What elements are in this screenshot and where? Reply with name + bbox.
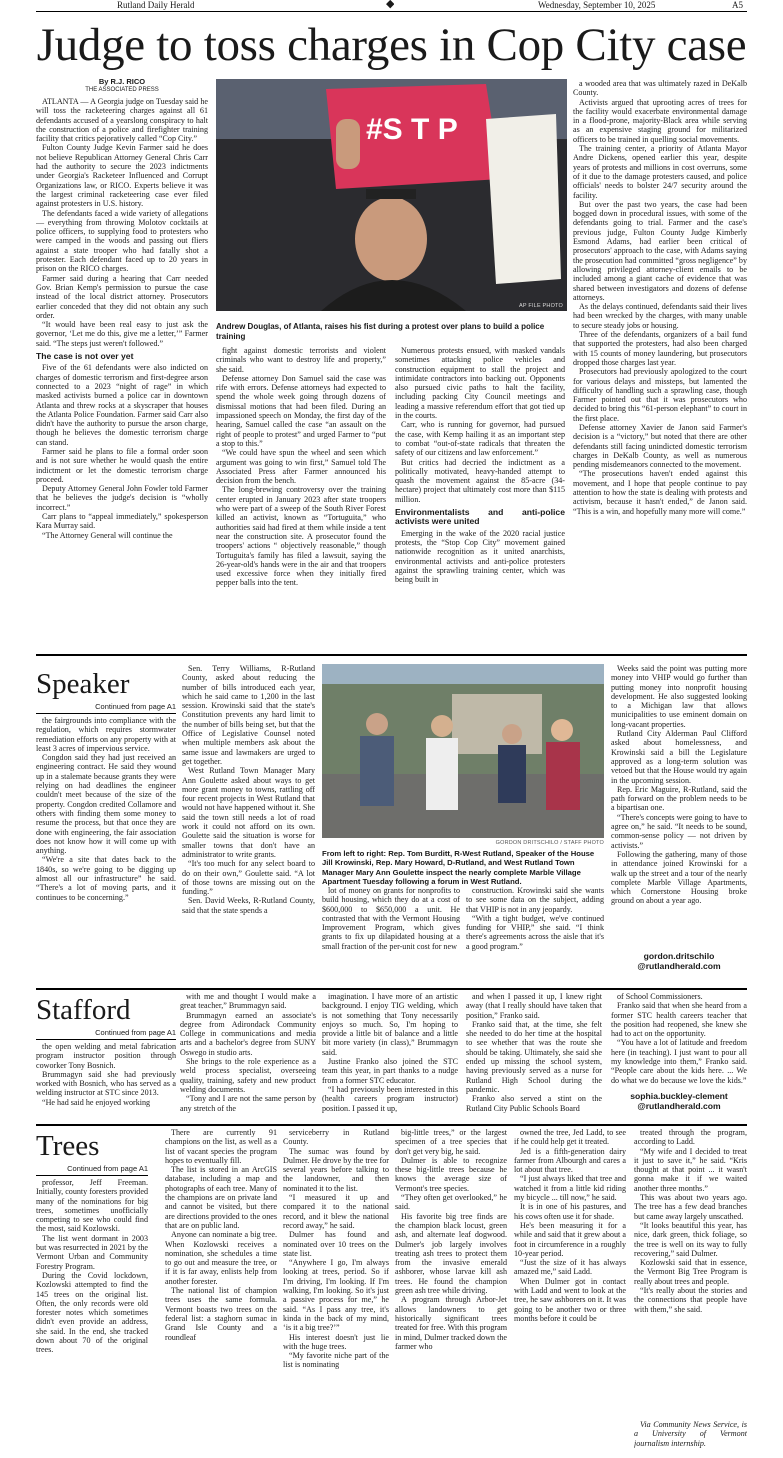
paragraph: Farmer said he plans to file a formal order soon and is not sure whether he would quash the entire indictment or let the domestic terrorism charge proceed. <box>36 446 208 484</box>
speaker-column-2 <box>182 664 315 986</box>
paragraph: “It looks beautiful this year, has nice, dark green, thick foliage, so the tree is well on its way to fully recovering,” said Dulmer. <box>634 1220 747 1258</box>
paragraph: ATLANTA — A Georgia judge on Tuesday said he will toss the racketeering charges against all 61 defendants accused of a yearslong conspiracy to halt the construction of a police and firefighter training facility that critics pejoratively called “Cop City.” <box>36 97 208 144</box>
paragraph: with me and thought I would make a great teacher,” Brummagyn said. <box>180 992 316 1011</box>
stafford-column-2 <box>180 992 316 1122</box>
paragraph: Franko also served a stint on the Rutland City Public Schools Board <box>466 1094 602 1113</box>
paragraph: of School Commissioners. <box>617 992 703 1001</box>
section-rule-2 <box>36 988 747 990</box>
paragraph: But critics had decried the indictment as a politically motivated, heavy-handed attempt to quash the movement against the 85-acre (34-hectare) project that ultimately cost more than $115 million. <box>395 457 565 504</box>
paragraph: “Just the size of it has always amazed me,” said Ladd. <box>514 1258 626 1277</box>
speaker-col1-text <box>36 716 176 902</box>
stafford-column-4 <box>466 992 602 1122</box>
paragraph: His interest doesn't just lie with the huge trees. <box>283 1332 389 1351</box>
paragraph: Dulmer has found and nominated over 10 trees on the state list. <box>283 1230 389 1258</box>
trees-column-5 <box>514 1128 626 1456</box>
paragraph: “My wife and I decided to treat it just to save it,” he said. “Kris thought at that point ... it wasn't gonna make it if we waited another three months.” <box>634 1146 747 1193</box>
paragraph: a wooded area that was ultimately razed in DeKalb County. <box>573 79 747 98</box>
paragraph: imagination. I have more of an artistic background. I enjoy TIG welding, which is not something that Tony necessarily enjoys so much. So, I'm hoping to provide a little bit of balance and a little bit more variety (in class),” Brummagyn said. <box>322 992 458 1057</box>
paragraph: serviceberry in Rutland County. <box>283 1128 389 1147</box>
lead-col3-text <box>395 346 565 504</box>
paragraph: “We could have spun the wheel and seen which argument was going to win first,” Samuel told The Associated Press after Farmer announced his decision from the bench. <box>216 448 386 486</box>
paragraph: Prosecutors had previously apologized to the court for various delays and missteps, but lamented the difficulty of handling such a sprawling case, though Farmer pointed out that it was prosecutors who decided to bring this “61-person elephant” to court in the first place. <box>573 367 747 423</box>
trees-col3-text <box>283 1128 389 1370</box>
speaker-col5-text <box>611 664 747 906</box>
paragraph: Justine Franko also joined the STC team this year, in part thanks to a nudge from a former STC educator. <box>322 1057 458 1085</box>
paragraph: The national list of champion trees uses the same formula. Vermont boasts two trees on the federal list: a staghorn sumac in Grand Isle County and a roundleaf <box>165 1286 277 1342</box>
paragraph: Defense attorney Xavier de Janon said Farmer's decision is a “victory,” but noted that there are other defendants still facing unindicted domestic terrorism charges in DeKalb County, as well as numerous pending misdemeanors connected to the movement. <box>573 422 747 470</box>
lead-col4-text <box>573 79 747 516</box>
paragraph: The list went dormant in 2003 but was resurrected in 2021 by the Vermont Urban and Community Forestry Program. <box>36 1233 148 1271</box>
paragraph: Kozlowski said that in essence, the Vermont Big Tree Program is really about trees and people. <box>634 1258 747 1286</box>
speaker-col4-text <box>466 886 604 951</box>
paragraph: “It's too much for any select board to do on their own,” Goulette said. “A lot of those towns are missing out on the funding.” <box>182 859 315 897</box>
paragraph: West Rutland Town Manager Mary Ann Goulette asked about ways to get more grant money to towns, rattling off four recent projects in West Rutland that would not have happened without it. She said the town still needs a lot of road work it could not afford on its own. Goulette said the situation is worse for smaller towns that don't have an administrator to write grants. <box>182 766 315 859</box>
stafford-head: Stafford <box>36 994 131 1026</box>
paragraph: Weeks said the point was putting more money into VHIP would go further than putting money into nonprofit housing development. He also suggested looking to a Michigan law that allows municipalities to use eminent domain on long-vacant properties. <box>611 664 747 729</box>
speaker-column-5 <box>611 664 747 950</box>
lead-column-4 <box>573 79 747 649</box>
lead-photo-caption: Andrew Douglas, of Atlanta, raises his fist during a protest over plans to build a police training <box>216 322 545 341</box>
speaker-sig-line1: gordon.dritschilo <box>643 951 715 961</box>
trees-credit-note <box>634 1420 747 1448</box>
paragraph: Brummagyn earned an associate's degree from Adirondack Community College in communications and media arts and a bachelor's degree from SUNY Oswego in studio arts. <box>180 1010 316 1057</box>
paragraph: Carr, who is running for governor, had pursued the case, with Kemp hailing it as an important step to combat “out-of-state radicals that threaten the safety of our citizens and law enforcement.” <box>395 420 565 458</box>
paragraph: fight against domestic terrorists and violent criminals who want to destroy life and property,” she said. <box>216 346 386 374</box>
paragraph: the fairgrounds into compliance with the regulation, which requires stormwater remediation efforts on any property with at least 3 acres of impervious service. <box>36 716 176 753</box>
stafford-sig-line1: sophia.buckley-clement <box>630 1091 728 1101</box>
trees-column-2 <box>165 1128 277 1456</box>
paragraph: The defendants faced a wide variety of allegations — everything from throwing Molotov cocktails at police officers, to supplying food to protesters who were camped in the woods and passing out fliers against a state trooper who had fatally shot a protester. Each defendant faced up to 20 years in prison on the RICO charges. <box>36 208 208 274</box>
header-rule <box>36 11 747 12</box>
speaker-head: Speaker <box>36 668 130 700</box>
paragraph: Sen. Terry Williams, R-Rutland County, asked about reducing the number of bills introduced each year, which he said came to 1,200 in the last session. Krowinski said that the state's Constitution prevents any hard limit to the number of bills being set, but that the Office of Legislative Counsel noted when multiple members ask about the same issue and lawmakers are urged to get together. <box>182 664 315 766</box>
stafford-column-5 <box>611 992 747 1090</box>
paragraph: “He had said he enjoyed working <box>42 1097 151 1107</box>
speaker-col2-text <box>182 664 315 915</box>
paragraph: Franko said that when she heard from a former STC health careers teacher that the position had reopened, she knew she had to act on the opportunity. <box>611 1001 747 1039</box>
speaker-contd: Continued from page A1 <box>95 702 176 711</box>
paragraph: professor, Jeff Freeman. Initially, county foresters provided many of the nominations for big trees, sometimes unofficially competing to see who could find the most, said Kozlowski. <box>36 1178 148 1234</box>
speaker-photo-credit: GORDON DRITSCHILO / STAFF PHOTO <box>495 840 604 846</box>
paragraph: owned the tree, Jed Ladd, to see if he could help get it treated. <box>514 1128 626 1147</box>
paragraph: big-little trees,” or the largest specimen of a tree species that don't get very big, he said. <box>395 1128 507 1156</box>
lead-byline-block <box>36 77 208 95</box>
page-number: A5 <box>732 0 743 10</box>
speaker-column-1 <box>36 716 176 986</box>
paragraph: Deputy Attorney General John Fowler told Farmer that he believes the judge's decision is “wholly incorrect.” <box>36 484 208 512</box>
page-date: Wednesday, September 10, 2025 <box>538 0 656 10</box>
paragraph: Dulmer is able to recognize these big-little trees because he knows the average size of Vermont's tree species. <box>395 1155 507 1193</box>
paragraph: During the Covid lockdown, Kozlowski attempted to find the 145 trees on the original list. Often, the only records were old forester notes which sometimes didn't even provide an address, she said. In the end, she tracked down about 70 of the original trees. <box>36 1270 148 1355</box>
paragraph: Jed is a fifth-generation dairy farmer from Albourgh and cares a lot about that tree. <box>514 1146 626 1175</box>
lead-column-2 <box>216 346 386 648</box>
speaker-photo-caption: From left to right: Rep. Tom Burditt, R-West Rutland, Speaker of the House Jill Krowinski, Rep. Mary Howard, D-Rutland, and West Rutland Town Manager Mary Ann Goulette inspect the nearly complete Marble Village Apartment Tuesday following a forum in West Rutland. <box>322 849 595 886</box>
lead-col1-text <box>36 97 208 348</box>
paragraph: the open welding and metal fabrication program instructor position through coworker Tony Bosnich. <box>36 1042 176 1070</box>
paragraph: “It's really about the stories and the connections that people have with them,” she said. <box>634 1286 747 1314</box>
paragraph: construction. Krowinski said she wants to see some data on the subject, adding that VHIP is not in any jeopardy. <box>466 886 604 914</box>
stafford-signature <box>611 1091 747 1111</box>
stafford-column-3 <box>322 992 458 1122</box>
lead-col2-text <box>216 346 386 588</box>
svg-text:#S T P: #S T P <box>366 113 458 146</box>
paragraph: treated through the program, according to Ladd. <box>634 1128 747 1147</box>
paragraph: “I measured it up and compared it to the national record, and it blew the national record away,” he said. <box>283 1193 389 1230</box>
trees-col6-text <box>634 1128 747 1314</box>
speaker-signature <box>611 951 747 971</box>
paragraph: Following the gathering, many of those in attendance joined Krowinski for a walk up the street and a tour of the nearly complete Marble Village Apartments, which Cornerstone Housing broke ground on about a year ago. <box>611 849 747 906</box>
paragraph: Rutland City Alderman Paul Clifford asked about homelessness, and Krowinski said a bill the Legislature approved as a long-term solution was vetoed but that the House would try again in the upcoming session. <box>611 729 747 785</box>
lead-col3b-text <box>395 529 565 585</box>
paragraph: This was about two years ago. The tree has a few dead branches but came away largely unscathed. <box>634 1193 747 1221</box>
trees-column-3 <box>283 1128 389 1456</box>
paragraph: Defense attorney Don Samuel said the case was rife with errors. Defense attorneys had expected to spend the whole week going through dozens of dismissal motions that had been filed. During an impassioned speech on Monday, the first day of the hearing, Samuel called the case “an assault on the right of people to protest” and urged Farmer to “put a stop to this.” <box>216 373 386 448</box>
trees-col5-text <box>514 1128 626 1323</box>
paragraph: Anyone can nominate a big tree. When Kozlowski receives a nomination, she schedules a time to go out and measure the tree, or if it is far away, enlists help from another forester. <box>165 1230 277 1286</box>
paragraph: She brings to the role experience as a weld process specialist, overseeing quality, training, safety and new product welding documents. <box>180 1057 316 1094</box>
paragraph: Franko said that, at the time, she felt she needed to do her time at the hospital to see whether that was the route she should be taking. Ultimately, she said she ended up missing the school system, having previously served as a nurse for Rutland High School during the pandemic. <box>466 1019 602 1094</box>
byline: By R.J. RICO <box>98 77 146 86</box>
paragraph: “They often get overlooked,” he said. <box>395 1193 507 1212</box>
paragraph: “I just always liked that tree and watched it from a little kid riding my bicycle ... till now,” he said. <box>514 1174 626 1203</box>
stafford-col4-text <box>466 992 602 1113</box>
lead-subhead-1: The case is not over yet <box>36 351 134 362</box>
paragraph: Carr plans to “appeal immediately,” spokesperson Kara Murray said. <box>36 512 208 531</box>
paragraph: Numerous protests ensued, with masked vandals sometimes attacking police vehicles and construction equipment to stall the project and intimidate contractors into backing out. Opponents also pursued civic paths to halt the facility, including packing City Council meetings and leading a massive referendum effort that got tied up in the courts. <box>395 346 565 421</box>
lead-photo <box>216 79 567 311</box>
paper-name: Rutland Daily Herald <box>117 0 195 10</box>
paragraph: “With a tight budget, we've continued funding for VHIP,” she said. “I think there's agreements across the aisle that it's a good program.” <box>466 913 604 951</box>
paragraph: The long-brewing controversy over the training center erupted in January 2023 after state troopers who were part of a sweep of the South River Forest killed an activist, known as “Tortuguita,” who authorities said had fired at them while inside a tent near the construction site. A prosecutor found the troopers' actions “ objectively reasonable,” though Tortuguita's family has filed a lawsuit, saying the 26-year-old's hands were in the air and that troopers used excessive force when they initially fired pepper balls into the tent. <box>216 485 386 588</box>
stafford-head-rule <box>36 1039 176 1040</box>
stafford-col3-text <box>322 992 458 1113</box>
paragraph: There are currently 91 champions on the list, as well as a list of vacant species the program hopes to eventually fill. <box>165 1128 277 1165</box>
paragraph: Fulton County Judge Kevin Farmer said he does not believe Republican Attorney General Chris Carr had the authority to secure the 2023 indictments under Georgia's Racketeer Influenced and Corrupt Organizations law, or RICO. Experts believe it was the largest criminal racketeering case ever filed against protesters in U.S. history. <box>36 143 208 209</box>
trees-column-4 <box>395 1128 507 1456</box>
paragraph: “You have a lot of latitude and freedom here (in teaching). I just want to pour all my knowledge into them,” Franko said. “People care about the kids here. ... We do what we do because we love the kids.” <box>611 1038 747 1085</box>
paragraph: Brummagyn said she had previously worked with Bosnich, who has served as a welding instructor at STC since 2013. <box>36 1069 176 1098</box>
section-rule-3 <box>36 1124 747 1126</box>
paragraph: lot of money on grants for nonprofits to build housing, which they do at a cost of $600,000 to $650,000 a unit. He contrasted that with the Vermont Housing Improvement Program, which gives grants to fix up dilapidated housing at a small fraction of the per-unit cost for new <box>322 886 460 951</box>
stafford-col2-text <box>180 992 316 1113</box>
speaker-column-4 <box>466 886 604 986</box>
paragraph: The sumac was found by Dulmer. He drove by the tree for several years before talking to the landowner, and then nominated it to the list. <box>283 1146 389 1193</box>
lead-headline: Judge to toss charges in Cop City case <box>36 19 747 71</box>
lead-column-1 <box>36 97 208 649</box>
paragraph: Sen. David Weeks, R-Rutland County, said that the state spends a <box>182 896 315 915</box>
trees-contd: Continued from page A1 <box>67 1164 148 1173</box>
trees-column-6 <box>634 1128 747 1418</box>
speaker-head-rule <box>36 713 176 714</box>
trees-col4-text <box>395 1128 507 1351</box>
paragraph: and when I passed it up, I knew right away (that I really should have taken that position,” Franko said. <box>466 992 602 1020</box>
paragraph: “The Attorney General will continue the <box>42 530 173 540</box>
paragraph: “It would have been real easy to just ask the governor, ‘Let me do this, give me a letter,’” Farmer said. “The steps just weren't followed.” <box>36 320 208 348</box>
speaker-col3-text <box>322 886 460 951</box>
paragraph: He's been measuring it for a while and said that it grew about a foot in circumference in a roughly 10-year period. <box>514 1220 626 1258</box>
paragraph: “My favorite niche part of the list is nominating <box>283 1351 389 1370</box>
section-rule-1 <box>36 654 747 656</box>
paragraph: Activists argued that uprooting acres of trees for the facility would exacerbate environmental damage in a flood-prone, majority-Black area while serving as an expensive staging ground for militarized officers to be trained in quelling social movements. <box>573 97 747 144</box>
paragraph: As the delays continued, defendants said their lives had been wrecked by the charges, with many unable to secure steady jobs or housing. <box>573 302 747 330</box>
paragraph: But over the past two years, the case had been bogged down in procedural issues, with some of the defendants going to trial. Farmer and the case's previous judge, Fulton County Judge Kimberly Esmond Adams, had earlier been critical of prosecutors' approach to the case, with Adams saying the prosecution had committed “gross negligence” by allowing privileged attorney-client emails to be included among a giant cache of evidence that was shared between investigators and dozens of defense attorneys. <box>573 199 747 302</box>
paragraph: Three of the defendants, organizers of a bail fund that supported the protesters, had also been charged with 15 counts of money laundering, but prosecutors dropped those charges last year. <box>573 330 747 367</box>
paragraph: “There's concepts were going to have to agree on,” he said. “It needs to be sound, common-sense policy — not driven by activists.” <box>611 812 747 850</box>
paragraph: Five of the 61 defendants were also indicted on charges of domestic terrorism and first-degree arson connected to a 2023 “night of rage” in which masked activists burned a police car in downtown Atlanta and threw rocks at a skyscraper that houses the Atlanta Police Foundation. Farmer said Carr also didn't have the authority to pursue the arson charge, though he believes the domestic terrorism charge can stand. <box>36 363 208 447</box>
speaker-column-3 <box>322 886 460 986</box>
lead-column-3 <box>395 346 565 648</box>
stafford-col1-text <box>36 1042 176 1107</box>
paragraph: His favorite big tree finds are the champion black locust, green ash, and alternate leaf dogwood. Dulmer's job largely involves treating ash trees to protect them from the invasive emerald ashborer, whose larvae kill ash trees. He found the champion green ash tree while driving. <box>395 1211 507 1296</box>
trees-head: Trees <box>36 1130 100 1162</box>
speaker-photo <box>322 664 604 838</box>
stafford-sig-line2: @rutlandherald.com <box>637 1101 721 1111</box>
trees-head-rule <box>36 1175 148 1176</box>
paragraph: Emerging in the wake of the 2020 racial justice protests, the “Stop Cop City” movement gained nationwide recognition as it united anarchists, environmental activists and anti-police protesters against the sprawling training center, which was being built in <box>395 528 565 585</box>
speaker-sig-line2: @rutlandherald.com <box>637 961 721 971</box>
paragraph: Rep. Eric Maguire, R-Rutland, said the path forward on the problem needs to be a bipartisan one. <box>611 784 747 813</box>
lead-subhead-2: Environmentalists and anti-police activists were united <box>395 507 565 527</box>
lead-photo-credit: AP FILE PHOTO <box>519 303 563 309</box>
paragraph: It is in one of his pastures, and his cows often use it for shade. <box>514 1202 626 1221</box>
lead-col1b-text <box>36 363 208 540</box>
town-officials-photo-illustration <box>322 664 604 838</box>
paragraph: “The prosecutions haven't ended against this movement, and I hope that people continue to pay attention to how the state is dealing with protests and activism, because it hasn't ended,” de Janon said. “This is a win, and hopefully many more will come.” <box>573 469 747 516</box>
trees-credit-note-text: Via Community News Service, is a University of Vermont journalism internship. <box>634 1420 747 1448</box>
protester-photo-illustration <box>216 79 567 311</box>
paragraph: “I had previously been interested in this (health careers program instructor) position. I passed it up, <box>322 1084 458 1113</box>
trees-col1-text <box>36 1178 148 1355</box>
stafford-contd: Continued from page A1 <box>95 1028 176 1037</box>
paragraph: “Tony and I are not the same person by any stretch of the <box>180 1094 316 1113</box>
paragraph: “Anywhere I go, I'm always looking at trees, period. So if I'm driving, I'm looking. If I'm walking, I'm looking. So it's just a passive process for me,” he said. “As I pass any tree, it's kinda in the back of my mind, ‘is it a big tree?’” <box>283 1258 389 1333</box>
paragraph: A program through Arbor-Jet allows landowners to get historically significant trees treated for free. With this program in mind, Dulmer tracked down the farmer who <box>395 1295 507 1351</box>
paragraph: “We're a site that dates back to the 1840s, so we're going to be digging up almost all our infrastructure” he said. “There's a lot of moving parts, and it continues to be concerning.” <box>36 855 176 902</box>
paragraph: When Dulmer got in contact with Ladd and went to look at the tree, he saw ashborers on it. It was going to be another two or three months before it could be <box>514 1276 626 1323</box>
paragraph: Farmer said during a hearing that Carr needed Gov. Brian Kemp's permission to pursue the case instead of the local district attorney. Prosecutors earlier conceded that they did not obtain any such order. <box>36 273 208 320</box>
paragraph: The training center, a priority of Atlanta Mayor Andre Dickens, opened earlier this year, despite years of protests and millions in cost overruns, some of it due to the damage protesters caused, and police officials' needs to bolster 24/7 security around the facility. <box>573 144 747 200</box>
paragraph: Congdon said they had just received an engineering contract. He said they wound up in a stalemate because grants they were relying on had deadlines the engineer couldn't meet because of the size of the property. Congdon credited Collamore and others with finding them some money to resume the process, but that once they are done with engineering, the fair association does not know how it will come up with anything. <box>36 753 176 856</box>
trees-col2-text <box>165 1128 277 1342</box>
byline-agency: THE ASSOCIATED PRESS <box>85 87 159 93</box>
paragraph: The list is stored in an ArcGIS database, including a map and photographs of each tree. Many of the champions are on private land and cannot be visited, but there are directions provided to the ones that are on public land. <box>165 1165 277 1230</box>
trees-column-1 <box>36 1178 148 1456</box>
stafford-col5-text <box>611 992 747 1085</box>
stafford-column-1 <box>36 1042 176 1122</box>
diamond-icon: ◆ <box>386 0 395 10</box>
